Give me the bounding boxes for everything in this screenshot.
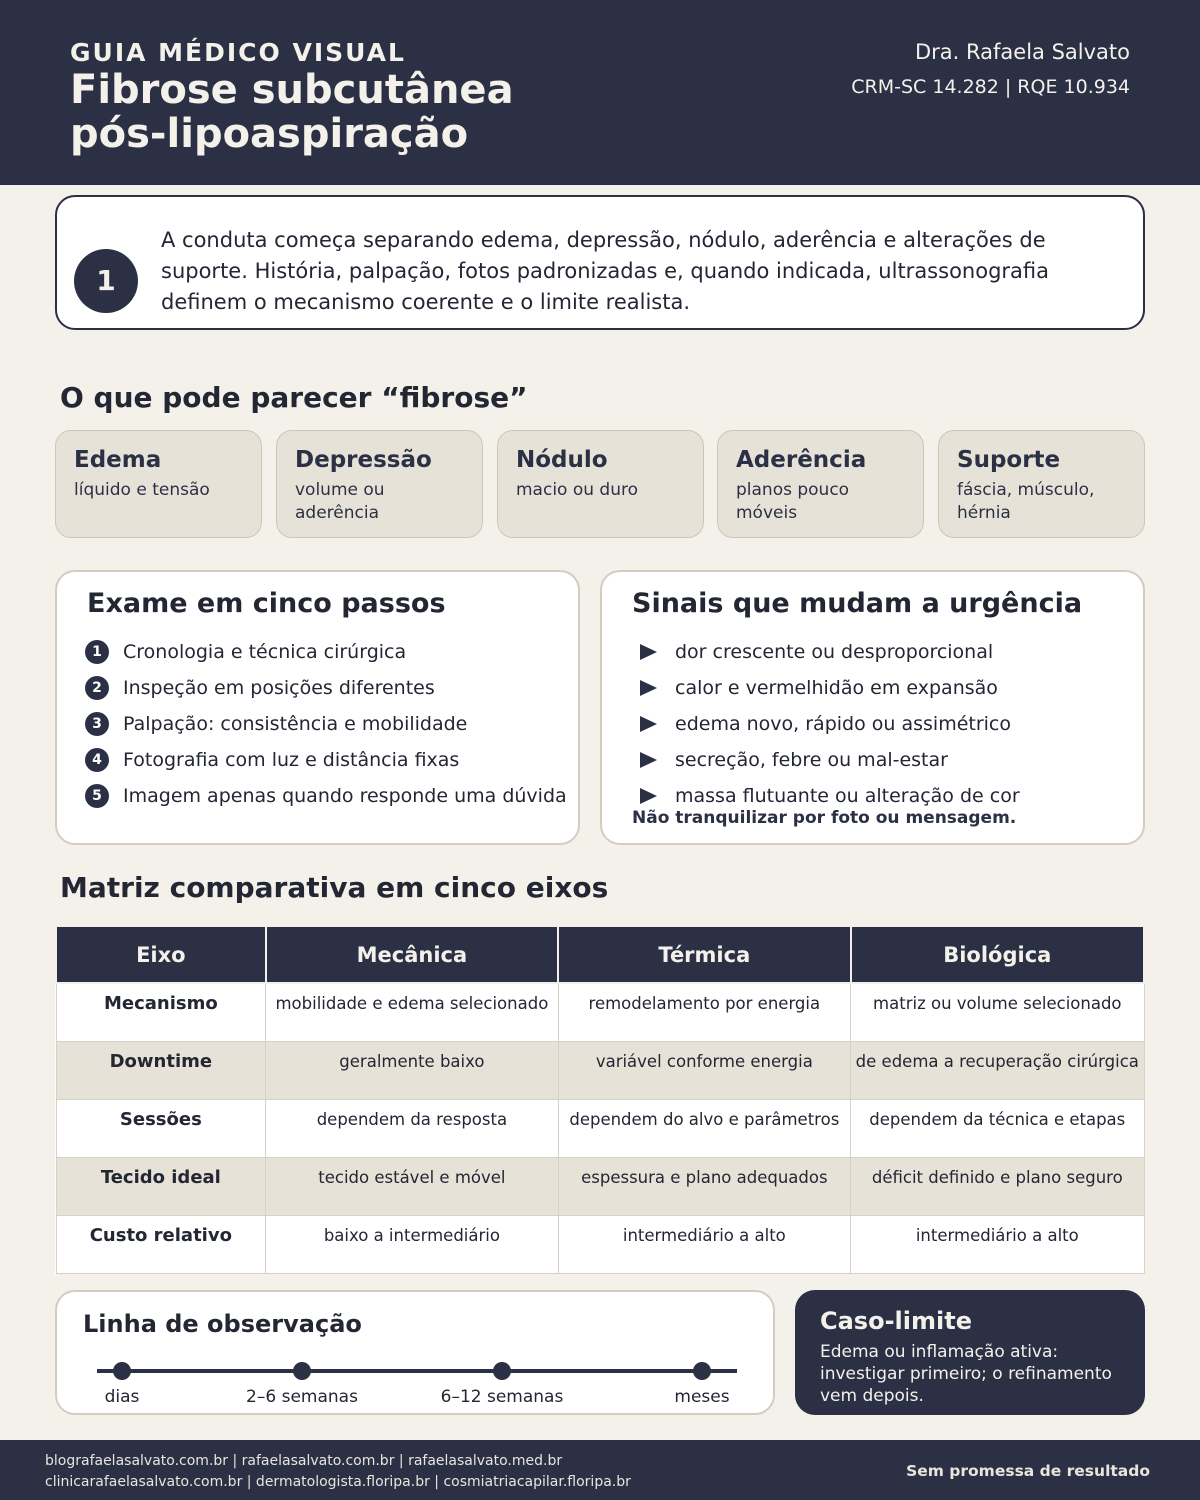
mimic-card-edema bbox=[55, 430, 262, 538]
limit-case-title: Caso-limite bbox=[820, 1307, 972, 1335]
triangle-bullet-icon bbox=[640, 644, 657, 660]
page-title-line1: Fibrose subcutânea bbox=[70, 67, 514, 113]
footer-links-line1: blografaelasalvato.com.br | rafaelasalvato.com.br | rafaelasalvato.med.br bbox=[45, 1453, 563, 1469]
exam-step bbox=[85, 670, 567, 706]
observation-timeline bbox=[55, 1290, 775, 1415]
mimic-card-subtitle: fáscia, músculo, hérnia bbox=[957, 480, 1095, 523]
urgency-warning: Não tranquilizar por foto ou mensagem. bbox=[632, 808, 1017, 828]
matrix-axis-cell: Sessões bbox=[56, 1099, 266, 1157]
matrix-column-header: Mecânica bbox=[266, 926, 558, 983]
sign-text: secreção, febre ou mal-estar bbox=[675, 749, 948, 771]
matrix-header-row bbox=[56, 926, 1144, 983]
triangle-bullet-icon bbox=[640, 788, 657, 804]
matrix-heading: Matriz comparativa em cinco eixos bbox=[60, 871, 609, 904]
matrix-cell: geralmente baixo bbox=[266, 1041, 558, 1099]
step-number-badge: 5 bbox=[85, 784, 109, 808]
mimic-card-depressao bbox=[276, 430, 483, 538]
mimic-card-suporte bbox=[938, 430, 1145, 538]
step-number-badge: 1 bbox=[85, 640, 109, 664]
mimic-card-subtitle: macio ou duro bbox=[516, 480, 639, 500]
mimics-heading: O que pode parecer “fibrose” bbox=[60, 381, 528, 414]
page-title-line2: pós-lipoaspiração bbox=[70, 111, 469, 157]
triangle-bullet-icon bbox=[640, 716, 657, 732]
footer-disclaimer: Sem promessa de resultado bbox=[906, 1462, 1150, 1480]
matrix-cell: baixo a intermediário bbox=[266, 1215, 558, 1273]
table-row bbox=[56, 983, 1144, 1041]
step-text: Fotografia com luz e distância fixas bbox=[123, 749, 460, 771]
timeline-dot bbox=[493, 1362, 511, 1380]
triangle-bullet-icon bbox=[640, 752, 657, 768]
mimic-card-nodulo bbox=[497, 430, 704, 538]
mimic-card-title: Nódulo bbox=[516, 447, 608, 473]
table-row bbox=[56, 1157, 1144, 1215]
intro-box bbox=[55, 195, 1145, 330]
mimics-cards bbox=[55, 430, 1145, 538]
exam-step bbox=[85, 742, 567, 778]
header-kicker: GUIA MÉDICO VISUAL bbox=[70, 38, 406, 67]
matrix-column-header: Térmica bbox=[558, 926, 850, 983]
comparison-matrix bbox=[55, 925, 1145, 1274]
footer-links bbox=[45, 1451, 631, 1493]
timeline-label: dias bbox=[104, 1387, 140, 1407]
matrix-axis-cell: Downtime bbox=[56, 1041, 266, 1099]
matrix-cell: matriz ou volume selecionado bbox=[851, 983, 1144, 1041]
exam-step bbox=[85, 778, 567, 814]
matrix-cell: dependem da resposta bbox=[266, 1099, 558, 1157]
exam-panel bbox=[55, 570, 580, 845]
urgency-sign bbox=[640, 742, 1020, 778]
step-text: Imagem apenas quando responde uma dúvida bbox=[123, 785, 567, 807]
sign-text: edema novo, rápido ou assimétrico bbox=[675, 713, 1011, 735]
matrix-cell: remodelamento por energia bbox=[558, 983, 850, 1041]
step-number-badge: 3 bbox=[85, 712, 109, 736]
urgency-sign bbox=[640, 706, 1020, 742]
mimic-card-title: Depressão bbox=[295, 447, 432, 473]
doctor-name: Dra. Rafaela Salvato bbox=[915, 40, 1130, 64]
sign-text: massa flutuante ou alteração de cor bbox=[675, 785, 1020, 807]
matrix-column-header: Eixo bbox=[56, 926, 266, 983]
limit-case-text: Edema ou inflamação ativa: investigar primeiro; o refinamento vem depois. bbox=[820, 1342, 1112, 1406]
timeline-line bbox=[97, 1369, 737, 1373]
mimic-card-aderencia bbox=[717, 430, 924, 538]
table-row bbox=[56, 1215, 1144, 1273]
step-text: Inspeção em posições diferentes bbox=[123, 677, 435, 699]
limit-case-box bbox=[795, 1290, 1145, 1415]
urgency-sign bbox=[640, 634, 1020, 670]
timeline-dot bbox=[113, 1362, 131, 1380]
timeline-title: Linha de observação bbox=[83, 1310, 362, 1338]
step-number-badge: 4 bbox=[85, 748, 109, 772]
step-number-badge: 2 bbox=[85, 676, 109, 700]
sign-text: calor e vermelhidão em expansão bbox=[675, 677, 998, 699]
timeline-dot bbox=[693, 1362, 711, 1380]
matrix-cell: déficit definido e plano seguro bbox=[851, 1157, 1144, 1215]
urgency-signs bbox=[640, 634, 1020, 814]
mimic-card-subtitle: líquido e tensão bbox=[74, 480, 210, 500]
timeline-label: meses bbox=[674, 1387, 730, 1407]
matrix-cell: mobilidade e edema selecionado bbox=[266, 983, 558, 1041]
matrix-cell: dependem do alvo e parâmetros bbox=[558, 1099, 850, 1157]
step-text: Cronologia e técnica cirúrgica bbox=[123, 641, 407, 663]
matrix-axis-cell: Tecido ideal bbox=[56, 1157, 266, 1215]
matrix-column-header: Biológica bbox=[851, 926, 1144, 983]
matrix-axis-cell: Custo relativo bbox=[56, 1215, 266, 1273]
matrix-cell: intermediário a alto bbox=[558, 1215, 850, 1273]
urgency-panel bbox=[600, 570, 1145, 845]
footer-links-line2: clinicarafaelasalvato.com.br | dermatologista.floripa.br | cosmiatriacapilar.floripa.br bbox=[45, 1474, 631, 1490]
exam-steps bbox=[85, 634, 567, 814]
page-title bbox=[70, 68, 690, 156]
mimic-card-title: Edema bbox=[74, 447, 162, 473]
mimic-card-title: Aderência bbox=[736, 447, 867, 473]
mimic-card-title: Suporte bbox=[957, 447, 1061, 473]
table-row bbox=[56, 1041, 1144, 1099]
doctor-credentials: CRM-SC 14.282 | RQE 10.934 bbox=[851, 76, 1130, 98]
sign-text: dor crescente ou desproporcional bbox=[675, 641, 994, 663]
page-footer bbox=[0, 1440, 1200, 1500]
mimic-card-subtitle: planos pouco móveis bbox=[736, 480, 850, 523]
mimic-card-subtitle: volume ou aderência bbox=[295, 480, 385, 523]
timeline-label: 2–6 semanas bbox=[246, 1387, 358, 1407]
matrix-axis-cell: Mecanismo bbox=[56, 983, 266, 1041]
matrix-cell: espessura e plano adequados bbox=[558, 1157, 850, 1215]
matrix-cell: dependem da técnica e etapas bbox=[851, 1099, 1144, 1157]
matrix-cell: de edema a recuperação cirúrgica bbox=[851, 1041, 1144, 1099]
step-text: Palpação: consistência e mobilidade bbox=[123, 713, 468, 735]
urgency-sign bbox=[640, 670, 1020, 706]
timeline-label: 6–12 semanas bbox=[440, 1387, 564, 1407]
intro-text: A conduta começa separando edema, depressão, nódulo, aderência e alterações de suporte. História, palpação, fotos padronizadas e, quando indicada, ultrassonografia definem o mecanismo coerente e o limite realista. bbox=[161, 228, 1049, 314]
triangle-bullet-icon bbox=[640, 680, 657, 696]
page-header bbox=[0, 0, 1200, 185]
timeline-dot bbox=[293, 1362, 311, 1380]
table-row bbox=[56, 1099, 1144, 1157]
exam-step bbox=[85, 706, 567, 742]
urgency-title: Sinais que mudam a urgência bbox=[632, 588, 1083, 619]
exam-step bbox=[85, 634, 567, 670]
matrix-cell: tecido estável e móvel bbox=[266, 1157, 558, 1215]
matrix-cell: intermediário a alto bbox=[851, 1215, 1144, 1273]
exam-title: Exame em cinco passos bbox=[87, 588, 446, 619]
matrix-cell: variável conforme energia bbox=[558, 1041, 850, 1099]
intro-number-badge: 1 bbox=[74, 249, 138, 313]
